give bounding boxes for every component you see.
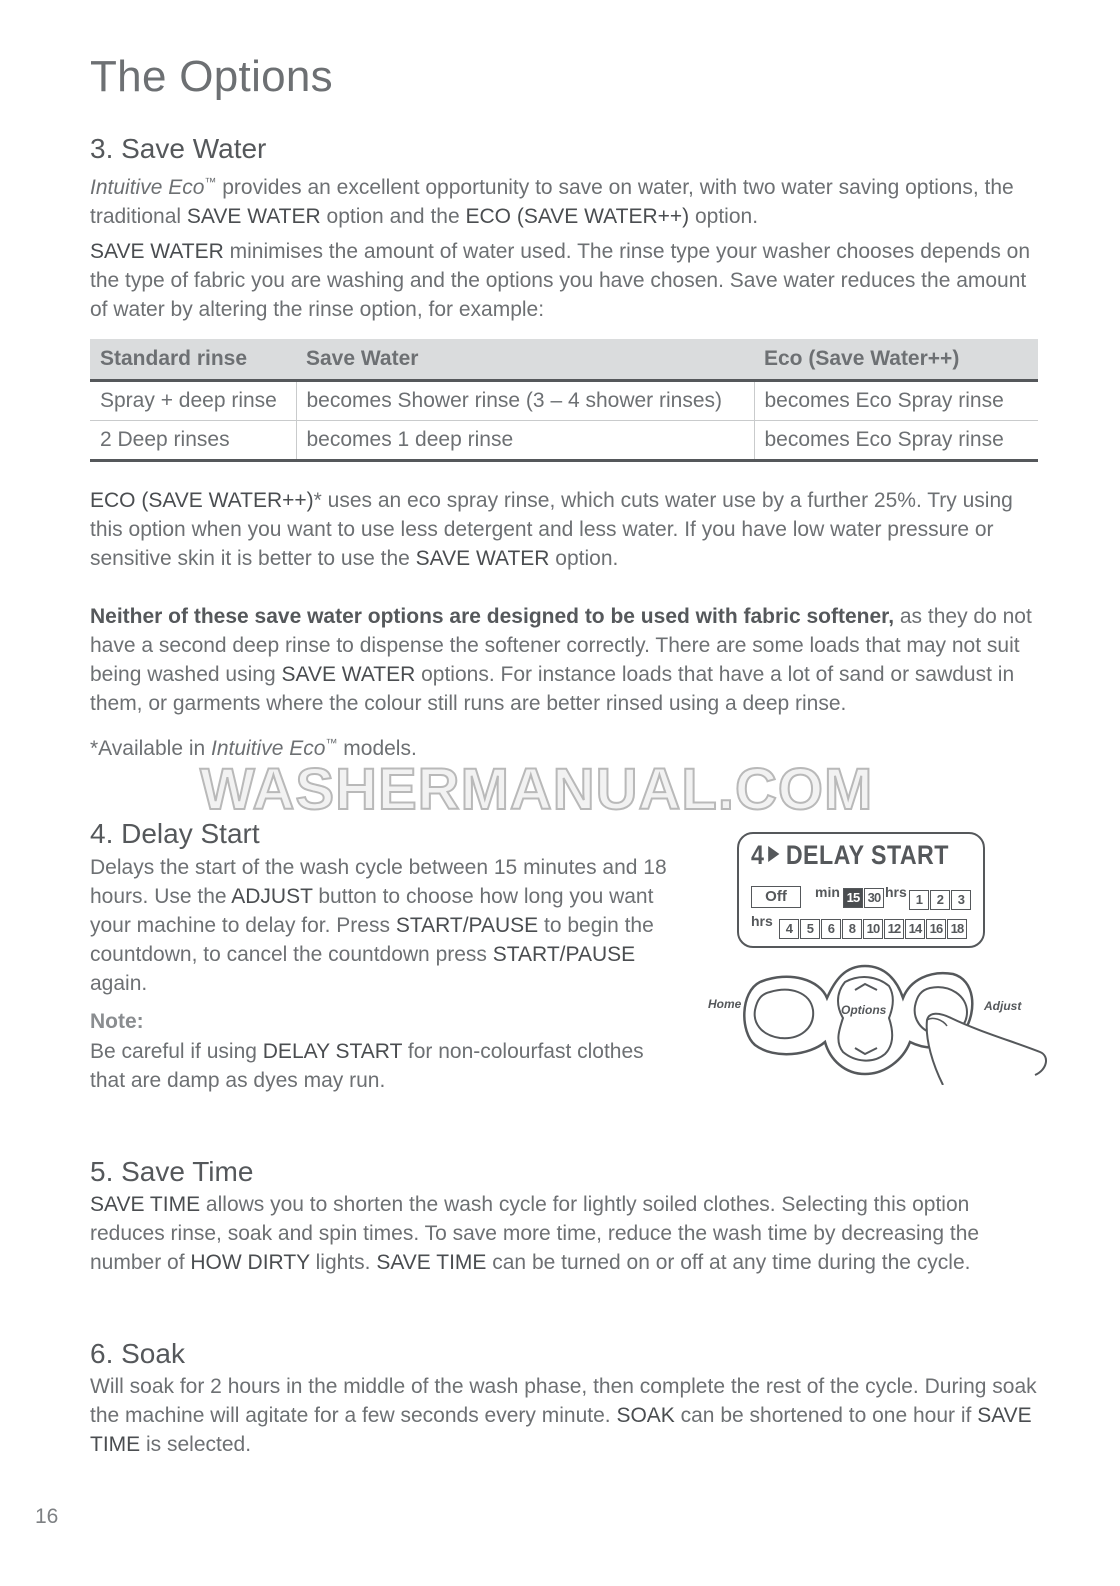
section-heading-soak: 6. Soak xyxy=(90,1338,185,1369)
brand-name: Intuitive Eco xyxy=(211,737,326,760)
table-cell: Spray + deep rinse xyxy=(90,381,296,421)
text: provides an excellent opportunity to save on water, with two water saving options, the traditional xyxy=(90,176,1014,228)
options-button[interactable] xyxy=(838,977,893,1061)
table-row xyxy=(90,421,1038,461)
keyword: SOAK xyxy=(616,1404,675,1427)
play-arrow-icon xyxy=(768,846,779,862)
page-title: The Options xyxy=(90,52,333,101)
home-label: Home xyxy=(708,997,742,1011)
text: for non-colourfast clothes that are damp as dyes may run. xyxy=(90,1040,644,1092)
option-number: 4 xyxy=(751,840,765,870)
control-buttons-illustration xyxy=(705,960,1055,1085)
table-cell: becomes Eco Spray rinse xyxy=(754,381,1038,421)
hrs-cell: 4 xyxy=(779,919,799,939)
watermark: WASHERMANUAL.COM xyxy=(200,757,874,822)
column-header: Save Water xyxy=(296,339,754,381)
min-15-cell: 15 xyxy=(843,888,863,908)
text: Delays the start of the wash cycle between 15 minutes and 18 hours. Use the xyxy=(90,856,667,908)
text: option. xyxy=(689,205,759,228)
text: can be turned on or off at any time during the cycle. xyxy=(486,1251,971,1274)
table-cell: becomes 1 deep rinse xyxy=(296,421,754,461)
hrs-cell: 12 xyxy=(884,919,904,939)
hrs-label: hrs xyxy=(885,884,907,900)
text: option and the xyxy=(320,205,466,228)
finger-icon xyxy=(927,1014,1046,1085)
hrs-cell: 2 xyxy=(930,890,950,910)
keyword: SAVE TIME xyxy=(376,1251,487,1274)
text: as they do not have a second deep rinse to dispense the softener correctly. There are some loads that may not suit being washed using xyxy=(90,605,1032,686)
section-heading-delay-start: 4. Delay Start xyxy=(90,818,260,849)
hrs-label: hrs xyxy=(751,913,773,929)
hrs-cell: 14 xyxy=(905,919,925,939)
text: button to choose how long you want your machine to delay for. Press xyxy=(90,885,654,937)
table-row xyxy=(90,381,1038,421)
rinse-comparison-table xyxy=(90,339,1038,462)
hrs-cell: 1 xyxy=(909,890,929,910)
text: Will soak for 2 hours in the middle of the wash phase, then complete the rest of the cycle. During soak the machine will agitate for a few seconds every minute. xyxy=(90,1375,1037,1427)
soak-description xyxy=(90,1372,1045,1459)
warning-emphasis: Neither of these save water options are designed to be used with fabric softener, xyxy=(90,605,895,628)
fabric-softener-warning xyxy=(90,602,1040,718)
table-cell: becomes Eco Spray rinse xyxy=(754,421,1038,461)
text: to begin the countdown, to cancel the countdown press xyxy=(90,914,654,966)
keyword: SAVE WATER xyxy=(186,205,321,228)
save-water-description xyxy=(90,237,1040,324)
min-30-cell: 30 xyxy=(864,888,884,908)
hrs-cell: 3 xyxy=(951,890,971,910)
keyword: START/PAUSE xyxy=(395,914,539,937)
section-heading-save-water: 3. Save Water xyxy=(90,133,267,164)
text: option. xyxy=(549,547,619,570)
trademark: ™ xyxy=(325,736,338,750)
text: can be shortened to one hour if xyxy=(674,1404,978,1427)
keyword: START/PAUSE xyxy=(492,943,636,966)
keyword: SAVE TIME xyxy=(90,1193,201,1216)
keyword: HOW DIRTY xyxy=(190,1251,310,1274)
column-header: Eco (Save Water++) xyxy=(754,339,1038,381)
keyword: ECO (SAVE WATER++) xyxy=(90,489,314,512)
keyword: ECO (SAVE WATER++) xyxy=(465,205,690,228)
save-time-description xyxy=(90,1190,1040,1277)
text: lights. xyxy=(309,1251,377,1274)
text: options. For instance loads that have a lot of sand or sawdust in them, or garments where the colour still runs are better rinsed using a deep rinse. xyxy=(90,663,1015,715)
hrs-cell: 10 xyxy=(863,919,883,939)
column-header: Standard rinse xyxy=(90,339,296,381)
hrs-cell: 6 xyxy=(821,919,841,939)
save-water-intro xyxy=(90,168,1040,231)
keyword: SAVE WATER xyxy=(281,663,416,686)
page-number: 16 xyxy=(35,1505,59,1528)
text: allows you to shorten the wash cycle for lightly soiled clothes. Selecting this option reduces rinse, soak and spin times. To save more time, reduce the wash time by decreasing the number of xyxy=(90,1193,980,1274)
display-title-text: DELAY START xyxy=(785,840,949,870)
keyword: SAVE WATER xyxy=(415,547,550,570)
keyword: DELAY START xyxy=(262,1040,403,1063)
text: Be careful if using xyxy=(90,1040,263,1063)
text: is selected. xyxy=(140,1433,252,1456)
keyword: SAVE WATER xyxy=(90,240,224,263)
home-button[interactable] xyxy=(755,990,814,1038)
table-cell: becomes Shower rinse (3 – 4 shower rinses) xyxy=(296,381,754,421)
hrs-cell: 16 xyxy=(926,919,946,939)
delay-start-display xyxy=(737,832,985,948)
text: models. xyxy=(337,737,417,760)
eco-description xyxy=(90,486,1040,573)
section-heading-save-time: 5. Save Time xyxy=(90,1156,254,1187)
min-label: min xyxy=(815,884,840,900)
off-indicator: Off xyxy=(751,886,801,908)
keyword: ADJUST xyxy=(231,885,313,908)
keyword: SAVE TIME xyxy=(90,1404,1032,1456)
text: again. xyxy=(90,972,148,995)
adjust-label: Adjust xyxy=(984,999,1022,1013)
brand-name: Intuitive Eco xyxy=(90,176,205,199)
text: *Available in xyxy=(90,737,212,760)
hrs-cell: 18 xyxy=(947,919,967,939)
options-label: Options xyxy=(841,1003,887,1017)
note-label: Note: xyxy=(90,1010,144,1033)
delay-start-note xyxy=(90,1037,680,1095)
text: minimises the amount of water used. The rinse type your washer chooses depends on the type of fabric you are washing and the options you have chosen. Save water reduces the amount of water by altering the rinse option, for example: xyxy=(90,240,1031,321)
table-header-row xyxy=(90,339,1038,381)
delay-start-description xyxy=(90,853,680,998)
trademark: ™ xyxy=(204,175,217,189)
hrs-cell: 8 xyxy=(842,919,862,939)
table-cell: 2 Deep rinses xyxy=(90,421,296,461)
display-title xyxy=(751,840,949,871)
text: * uses an eco spray rinse, which cuts water use by a further 25%. Try using this option when you want to use less detergent and less water. If you have low water pressure or sensitive skin it is better to use the xyxy=(90,489,1013,570)
hrs-cell: 5 xyxy=(800,919,820,939)
